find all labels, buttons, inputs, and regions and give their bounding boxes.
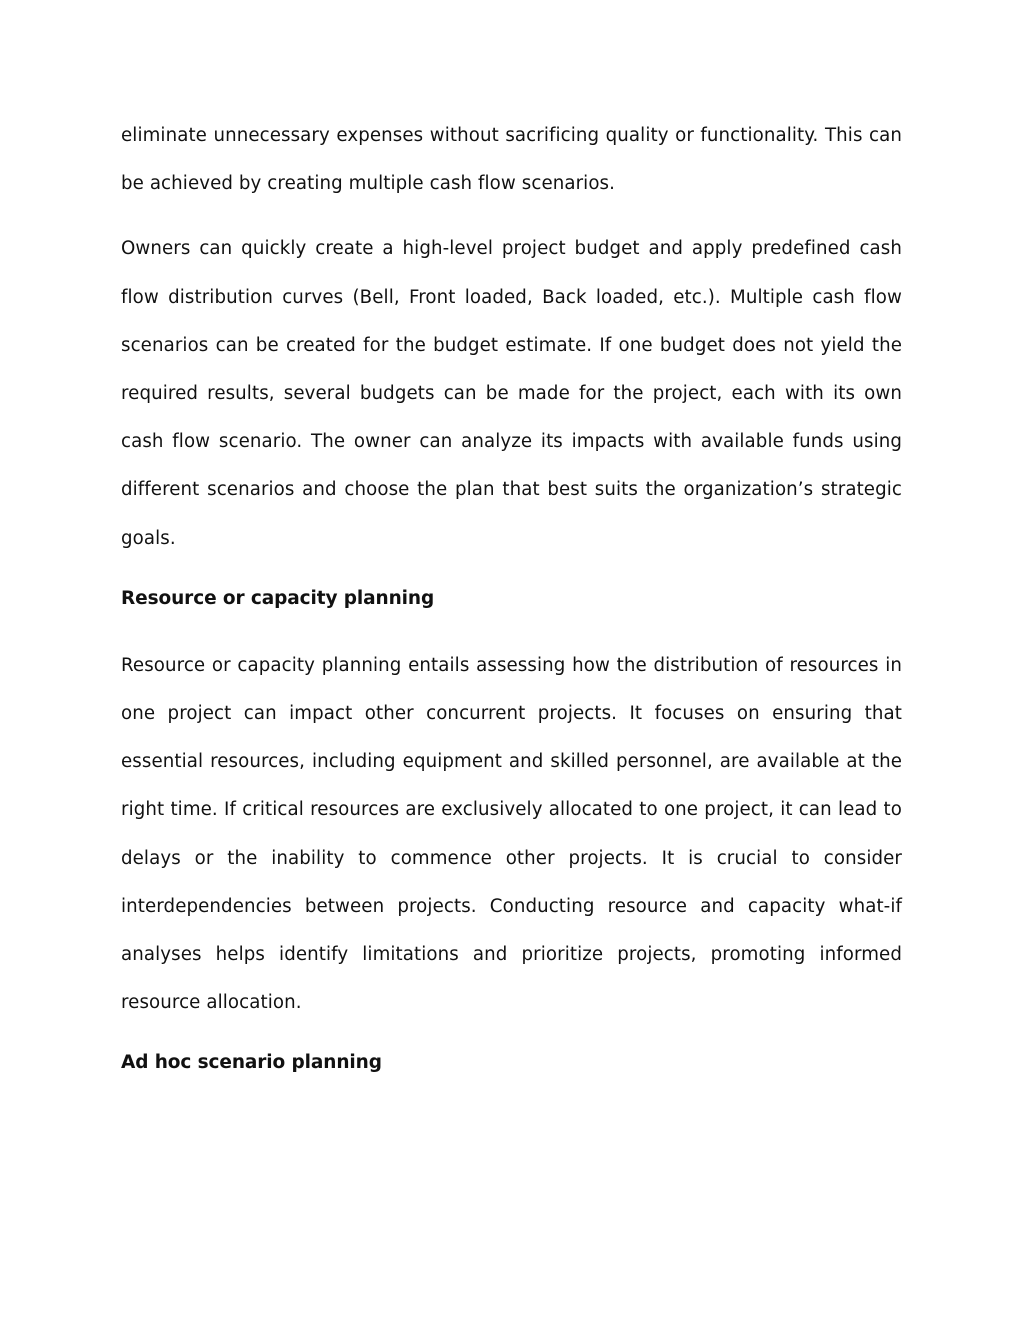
resource-planning-paragraph: Resource or capacity planning entails assessing how the distribution of resources in one project can impact other concurrent projects. It focuses on ensuring that essential resources, including equipment and skilled personnel, are available at the right time. If critical resources are exclusively allocated to one project, it can lead to delays or the inability to commence other projects. It is crucial to consider interdependencies between projects. Conducting resource and capacity what-if analyses helps identify limitations and prioritize projects, promoting informed resource allocation. — [121, 654, 902, 1014]
intro-continuation-paragraph: eliminate unnecessary expenses without sacrificing quality or functionality. This can be achieved by creating multiple cash flow scenarios. — [121, 125, 902, 195]
ad-hoc-planning-heading: Ad hoc scenario planning — [121, 1052, 382, 1074]
owners-budget-paragraph: Owners can quickly create a high-level project budget and apply predefined cash flow distribution curves (Bell, Front loaded, Back loaded, etc.). Multiple cash flow scenarios can be created for the budget estimate. If one budget does not yield the required results, several budgets can be made for the project, each with its own cash flow scenario. The owner can analyze its impacts with available funds using different scenarios and choose the plan that best suits the organization’s strategic goals. — [121, 238, 902, 549]
document-page — [121, 112, 902, 1076]
resource-planning-heading: Resource or capacity planning — [121, 587, 435, 609]
